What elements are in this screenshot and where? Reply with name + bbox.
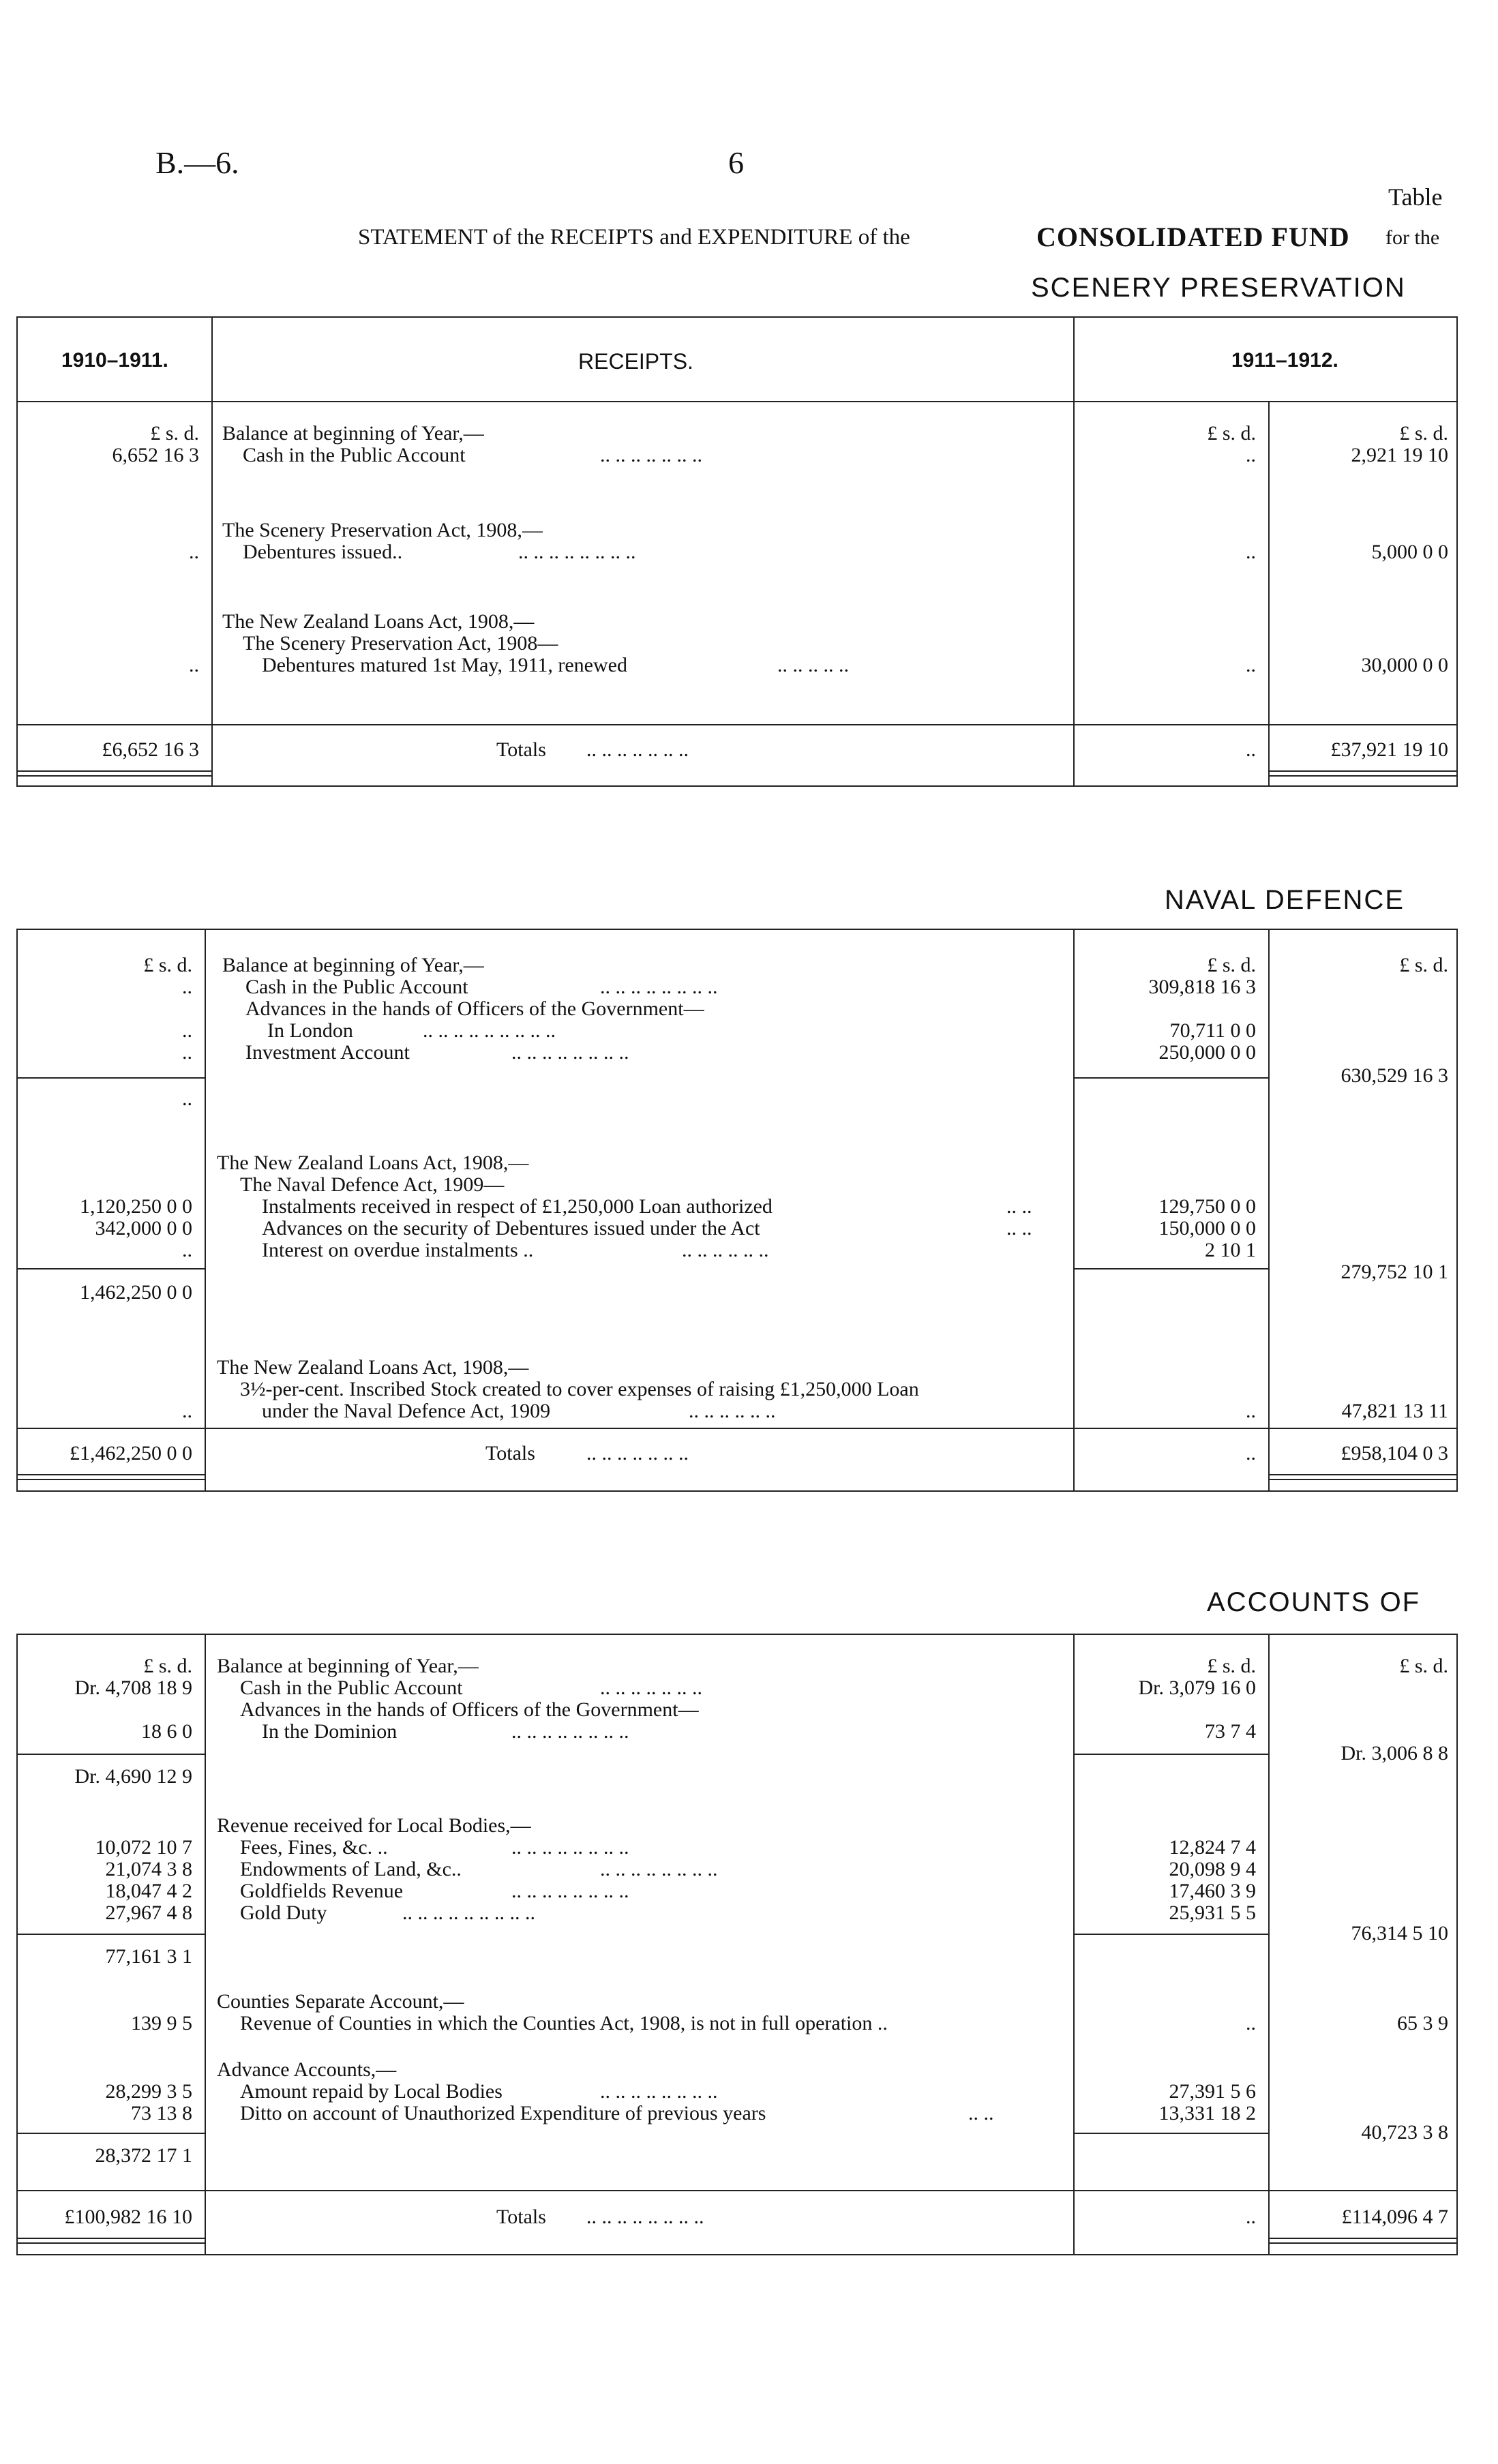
accounts-total-prev: £100,982 16 10 xyxy=(64,2206,192,2228)
naval-section-title: NAVAL DEFENCE xyxy=(1165,885,1405,915)
advance-row-mid: 27,391 5 6 xyxy=(1169,2080,1256,2103)
naval-london-mid: 70,711 0 0 xyxy=(1169,1019,1256,1042)
leader-dots: .. .. .. .. .. .. .. .. xyxy=(511,1836,629,1859)
accounts-advance-head: Advance Accounts,— xyxy=(217,2058,397,2081)
naval-stock-right: 47,821 13 11 xyxy=(1341,1400,1448,1422)
naval-london-label: In London xyxy=(267,1019,353,1042)
advance-row-label: Ditto on account of Unauthorized Expenditure of previous years xyxy=(240,2102,766,2124)
revenue-row-label: Gold Duty xyxy=(240,1902,327,1924)
leader-dots: .. .. .. .. .. .. .. xyxy=(586,1442,689,1464)
leader-dots: .. .. .. .. .. .. .. .. xyxy=(586,2206,704,2228)
accounts-lsd-mid: £ s. d. xyxy=(1207,1655,1256,1677)
page-number: 6 xyxy=(728,145,744,180)
leader-dots: .. .. .. .. .. .. xyxy=(682,1239,769,1261)
leader-dots: .. .. .. .. .. .. .. xyxy=(600,444,702,466)
scenery-renewed-mid: .. xyxy=(1246,654,1256,676)
leader-dots: .. .. .. .. .. .. .. xyxy=(600,1677,702,1699)
scenery-lsd-right: £ s. d. xyxy=(1399,422,1448,445)
advance-row-label: Amount repaid by Local Bodies xyxy=(240,2080,503,2103)
scenery-lsd-mid: £ s. d. xyxy=(1207,422,1256,445)
accounts-counties-head: Counties Separate Account,— xyxy=(217,1990,464,2013)
scenery-renewed-right: 30,000 0 0 xyxy=(1361,654,1448,676)
naval-balance-right: 630,529 16 3 xyxy=(1340,1064,1448,1087)
naval-stock-mid: .. xyxy=(1246,1400,1256,1422)
naval-interest-prev: .. xyxy=(182,1239,192,1261)
naval-total-prev: £1,462,250 0 0 xyxy=(70,1442,192,1464)
naval-loans-right: 279,752 10 1 xyxy=(1340,1261,1448,1283)
accounts-dominion-label: In the Dominion xyxy=(262,1720,398,1743)
scenery-renewed-label: Debentures matured 1st May, 1911, renewed xyxy=(262,654,627,676)
naval-instalments-mid: 129,750 0 0 xyxy=(1158,1195,1256,1218)
naval-instalments-prev: 1,120,250 0 0 xyxy=(80,1195,192,1218)
accounts-balance-prev-total: Dr. 4,690 12 9 xyxy=(74,1765,192,1788)
accounts-cash-prev: Dr. 4,708 18 9 xyxy=(74,1677,192,1699)
naval-loans-prev-total: 1,462,250 0 0 xyxy=(80,1281,192,1304)
scenery-debentures-prev: .. xyxy=(189,541,199,563)
revenue-row-label: Fees, Fines, &c. .. xyxy=(240,1836,388,1859)
statement-fund: CONSOLIDATED FUND xyxy=(1036,222,1350,252)
scenery-debentures-mid: .. xyxy=(1246,541,1256,563)
revenue-row-mid: 17,460 3 9 xyxy=(1169,1880,1256,1902)
accounts-lsd-left: £ s. d. xyxy=(143,1655,192,1677)
accounts-section-title: ACCOUNTS OF xyxy=(1207,1587,1421,1617)
naval-balance-prev-total: .. xyxy=(182,1087,192,1110)
advance-row-mid: 13,331 18 2 xyxy=(1158,2102,1256,2124)
accounts-counties-mid: .. xyxy=(1246,2012,1256,2034)
scenery-balance-prev: 6,652 16 3 xyxy=(112,444,199,466)
scenery-renewed-prev: .. xyxy=(189,654,199,676)
accounts-counties-prev: 139 9 5 xyxy=(131,2012,192,2034)
naval-advances-security-label: Advances on the security of Debentures issued under the Act xyxy=(262,1217,760,1239)
accounts-revenue-head: Revenue received for Local Bodies,— xyxy=(217,1814,531,1837)
scenery-col-year-curr: 1911–1912. xyxy=(1231,349,1338,372)
accounts-balance-head: Balance at beginning of Year,— xyxy=(217,1655,479,1677)
accounts-advance-prev-total: 28,372 17 1 xyxy=(95,2144,192,2167)
scenery-act-head: The Scenery Preservation Act, 1908,— xyxy=(222,519,543,541)
revenue-row-mid: 20,098 9 4 xyxy=(1169,1858,1256,1880)
scenery-section-title: SCENERY PRESERVATION xyxy=(1031,273,1406,303)
leader-dots: .. .. xyxy=(1006,1217,1032,1239)
accounts-counties-right: 65 3 9 xyxy=(1397,2012,1448,2034)
accounts-totals-label: Totals xyxy=(496,2206,546,2228)
leader-dots: .. .. .. .. .. .. .. .. xyxy=(511,1880,629,1902)
accounts-lsd-right: £ s. d. xyxy=(1399,1655,1448,1677)
leader-dots: .. .. .. .. .. xyxy=(777,654,849,676)
scenery-cash-mid: .. xyxy=(1246,444,1256,466)
leader-dots: .. .. .. .. .. .. xyxy=(689,1400,776,1422)
accounts-total-mid: .. xyxy=(1246,2206,1256,2228)
accounts-counties-label: Revenue of Counties in which the Counties Act, 1908, is not in full operation .. xyxy=(240,2012,888,2034)
revenue-row-prev: 10,072 10 7 xyxy=(95,1836,192,1859)
scenery-col-receipts: RECEIPTS. xyxy=(578,349,693,374)
naval-interest-label: Interest on overdue instalments .. xyxy=(262,1239,534,1261)
scenery-debentures-right: 5,000 0 0 xyxy=(1371,541,1448,563)
naval-stock-sub1: 3½-per-cent. Inscribed Stock created to cover expenses of raising £1,250,000 Loan xyxy=(240,1378,919,1400)
naval-lsd-mid: £ s. d. xyxy=(1207,954,1256,976)
naval-advances-label: Advances in the hands of Officers of the Government— xyxy=(245,997,704,1020)
scenery-lsd-left: £ s. d. xyxy=(150,422,199,445)
revenue-row-mid: 12,824 7 4 xyxy=(1169,1836,1256,1859)
leader-dots: .. .. .. .. .. .. .. .. xyxy=(600,976,718,998)
revenue-row-prev: 27,967 4 8 xyxy=(105,1902,192,1924)
revenue-row-prev: 21,074 3 8 xyxy=(105,1858,192,1880)
naval-cash-prev: .. xyxy=(182,976,192,998)
scenery-balance-head: Balance at beginning of Year,— xyxy=(222,422,484,445)
accounts-revenue-right: 76,314 5 10 xyxy=(1351,1922,1448,1944)
accounts-dominion-prev: 18 6 0 xyxy=(141,1720,192,1743)
naval-total-mid: .. xyxy=(1246,1442,1256,1464)
naval-interest-mid: 2 10 1 xyxy=(1205,1239,1256,1261)
naval-totals-label: Totals xyxy=(485,1442,535,1464)
naval-cash-label: Cash in the Public Account xyxy=(245,976,468,998)
leader-dots: .. .. .. .. .. .. .. .. xyxy=(600,2080,718,2103)
naval-instalments-label: Instalments received in respect of £1,250,000 Loan authorized xyxy=(262,1195,773,1218)
accounts-advance-right: 40,723 3 8 xyxy=(1361,2121,1448,2144)
advance-row-prev: 28,299 3 5 xyxy=(105,2080,192,2103)
naval-total-right: £958,104 0 3 xyxy=(1340,1442,1448,1464)
accounts-total-right: £114,096 4 7 xyxy=(1341,2206,1448,2228)
naval-lsd-left: £ s. d. xyxy=(143,954,192,976)
accounts-balance-right: Dr. 3,006 8 8 xyxy=(1340,1742,1448,1764)
naval-advances-mid: 150,000 0 0 xyxy=(1158,1217,1256,1239)
scenery-cash-label: Cash in the Public Account xyxy=(243,444,466,466)
scenery-totals-label: Totals xyxy=(496,738,546,761)
revenue-row-label: Goldfields Revenue xyxy=(240,1880,404,1902)
accounts-dominion-mid: 73 7 4 xyxy=(1205,1720,1256,1743)
naval-london-prev: .. xyxy=(182,1019,192,1042)
naval-loans-sub: The Naval Defence Act, 1909— xyxy=(240,1173,505,1196)
scenery-total-right: £37,921 19 10 xyxy=(1330,738,1448,761)
scenery-loans-sub: The Scenery Preservation Act, 1908— xyxy=(243,632,558,655)
naval-investment-prev: .. xyxy=(182,1041,192,1064)
leader-dots: .. .. xyxy=(968,2102,994,2124)
leader-dots: .. .. xyxy=(1006,1195,1032,1218)
naval-loans-head: The New Zealand Loans Act, 1908,— xyxy=(217,1152,529,1174)
leader-dots: .. .. .. .. .. .. .. xyxy=(586,738,689,761)
naval-investment-mid: 250,000 0 0 xyxy=(1158,1041,1256,1064)
leader-dots: .. .. .. .. .. .. .. .. xyxy=(600,1858,718,1880)
statement-suffix: for the xyxy=(1385,226,1440,249)
leader-dots: .. .. .. .. .. .. .. .. .. xyxy=(423,1019,556,1042)
leader-dots: .. .. .. .. .. .. .. .. .. xyxy=(402,1902,535,1924)
leader-dots: .. .. .. .. .. .. .. .. xyxy=(511,1720,629,1743)
naval-advances-prev: 342,000 0 0 xyxy=(95,1217,192,1239)
scenery-total-prev: £6,652 16 3 xyxy=(102,738,199,761)
revenue-row-label: Endowments of Land, &c.. xyxy=(240,1858,462,1880)
naval-balance-head: Balance at beginning of Year,— xyxy=(222,954,484,976)
accounts-revenue-prev-total: 77,161 3 1 xyxy=(105,1945,192,1968)
naval-stock-prev: .. xyxy=(182,1400,192,1422)
scenery-cash-right: 2,921 19 10 xyxy=(1351,444,1448,466)
naval-stock-sub2: under the Naval Defence Act, 1909 xyxy=(262,1400,551,1422)
accounts-advances-label: Advances in the hands of Officers of the Government— xyxy=(240,1698,699,1721)
accounts-cash-mid: Dr. 3,079 16 0 xyxy=(1138,1677,1256,1699)
scenery-loans-head: The New Zealand Loans Act, 1908,— xyxy=(222,610,535,633)
page-reference: B.—6. xyxy=(155,145,239,180)
naval-stock-head: The New Zealand Loans Act, 1908,— xyxy=(217,1356,529,1379)
scenery-total-mid: .. xyxy=(1246,738,1256,761)
leader-dots: .. .. .. .. .. .. .. .. xyxy=(511,1041,629,1064)
advance-row-prev: 73 13 8 xyxy=(131,2102,192,2124)
leader-dots: .. .. .. .. .. .. .. .. xyxy=(518,541,636,563)
revenue-row-prev: 18,047 4 2 xyxy=(105,1880,192,1902)
statement-prefix: STATEMENT of the RECEIPTS and EXPENDITURE of the xyxy=(358,225,910,250)
naval-cash-mid: 309,818 16 3 xyxy=(1148,976,1256,998)
scenery-debentures-label: Debentures issued.. xyxy=(243,541,403,563)
scenery-col-year-prev: 1910–1911. xyxy=(61,349,168,372)
naval-lsd-right: £ s. d. xyxy=(1399,954,1448,976)
revenue-row-mid: 25,931 5 5 xyxy=(1169,1902,1256,1924)
table-label: Table xyxy=(1388,183,1443,211)
naval-investment-label: Investment Account xyxy=(245,1041,410,1064)
accounts-cash-label: Cash in the Public Account xyxy=(240,1677,463,1699)
